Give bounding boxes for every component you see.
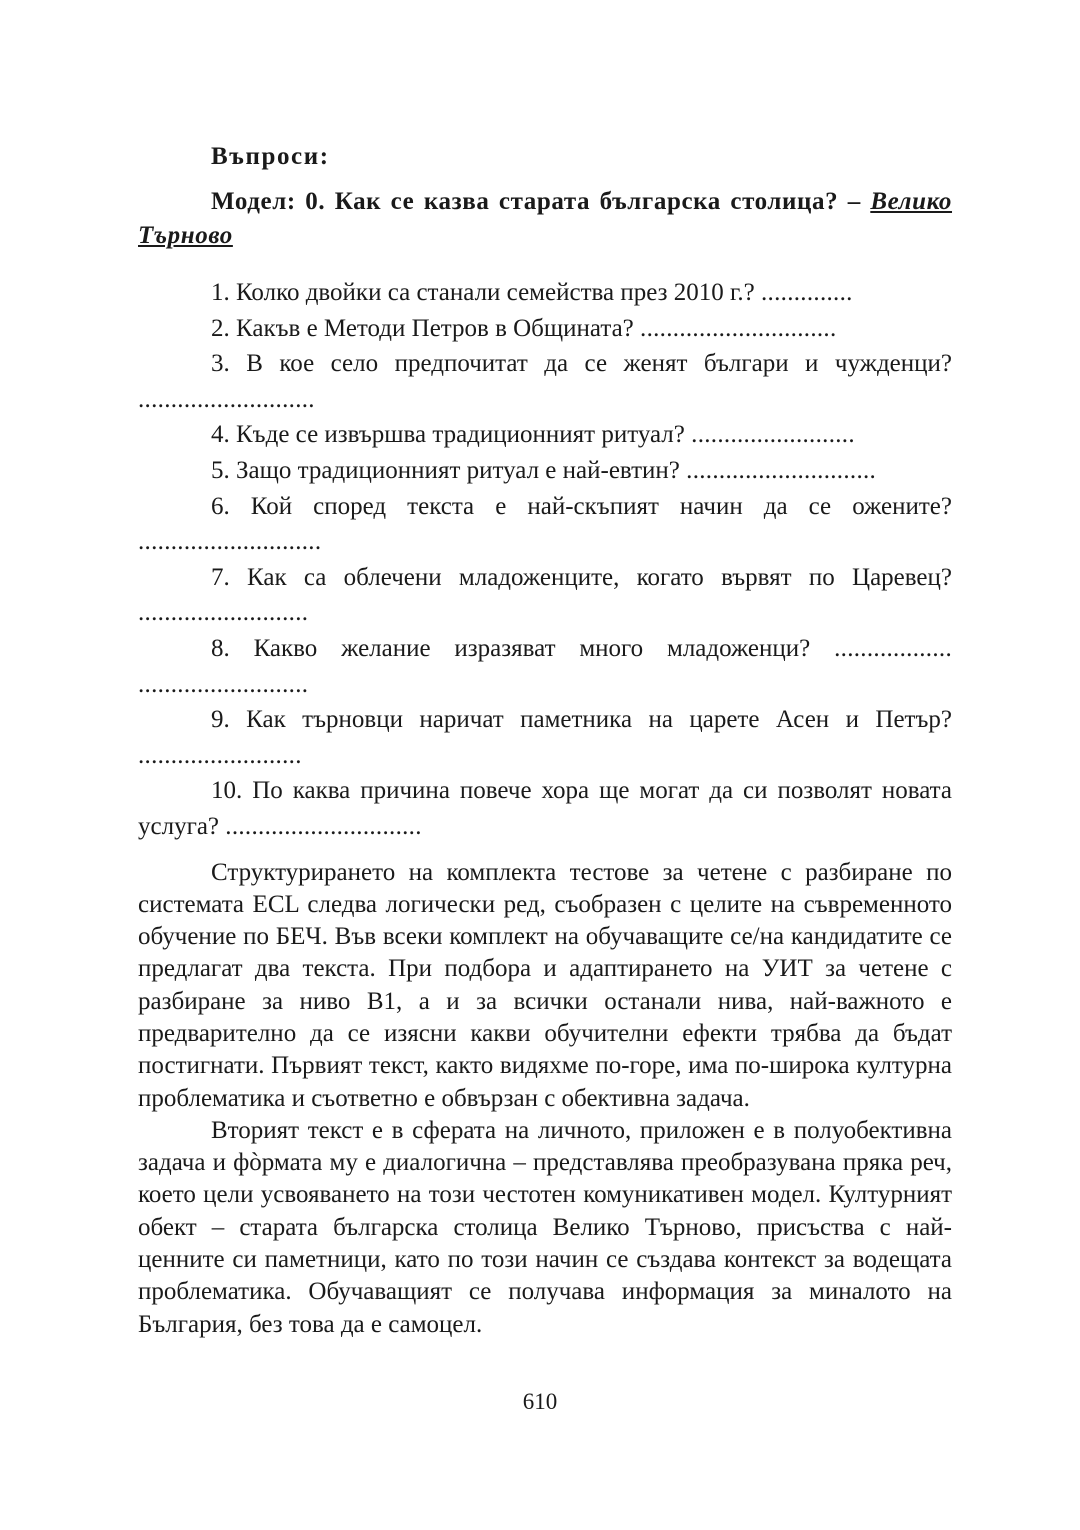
question-item [138, 560, 952, 631]
answer-blank: ........................... [138, 385, 315, 413]
paragraph: Структурирането на комплекта тестове за четене с разбиране по системата ECL следва логически ред, съобразен с целите на съвременното обучение по БЕЧ. Във всеки комплект на обучаващите се/на кандидатите се предлагат два текста. При подбора и адаптирането на УИТ за четене с разбиране за ниво В1, а и за всички останали нива, най-важното е предварително да се изясни какви обучителни ефекти трябва да бъдат постигнати. Първият текст, както видяхме по-горе, има по-широка културна проблематика и съответно е обвързан с обективна задача. [138, 858, 952, 1112]
question-text: 10. По каква причина повече хора ще могат да си позволят новата услуга? [138, 777, 952, 840]
body-text [138, 857, 952, 1341]
question-item [138, 346, 952, 417]
question-item [138, 773, 952, 844]
question-item [138, 631, 952, 702]
question-text: 6. Кой според текста е най-скъпият начин да се ожените? [211, 492, 952, 520]
answer-blank: ............................ [138, 528, 322, 556]
answer-blank: .............................. [640, 314, 837, 342]
question-text: 7. Как са облечени младоженците, когато вървят по Царевец? [211, 563, 952, 591]
question-item [138, 453, 952, 489]
question-text: 5. Защо традиционният ритуал е най-евтин? [211, 456, 680, 484]
section-heading: Въпроси: [211, 143, 330, 170]
question-text: 2. Какъв е Методи Петров в Общината? [211, 314, 634, 342]
answer-blank: .......................... [138, 599, 309, 627]
answer-blank: .............. [761, 279, 853, 306]
document-page [138, 140, 952, 1341]
answer-blank: .................. .......................... [138, 634, 953, 698]
question-text: 3. В кое село предпочитат да се женят българи и чужденци? [211, 350, 952, 378]
answer-blank: ......................... [691, 421, 855, 449]
question-list [138, 275, 952, 845]
model-answer: Велико Търново [138, 188, 953, 249]
question-item [138, 311, 952, 347]
model-prefix: Модел: 0. [211, 188, 326, 215]
question-item [138, 275, 952, 311]
answer-blank: ............................. [686, 456, 877, 484]
paragraph: Вторият текст е в сферата на личното, приложен е в полуобективна задача и фòрмата му е диалогична – представлява преобразувана пряка реч, което цели усвояването на този честотен комуникативен модел. Културният обект – старата българска столица Велико Търново, присъства с най-ценните си паметници, като по този начин се създава контекст за водещата проблематика. Обучаващият се получава информация за миналото на България, без това да е самоцел. [138, 1116, 952, 1338]
page-number: 610 [522, 1389, 558, 1414]
answer-blank: ......................... [138, 741, 302, 769]
question-text: 8. Какво желание изразяват много младоженци? [211, 634, 811, 662]
question-text: 4. Къде се извършва традиционният ритуал? [211, 421, 685, 449]
model-example [138, 185, 952, 253]
answer-blank: .............................. [225, 812, 422, 840]
question-item [138, 489, 952, 560]
question-item [138, 417, 952, 453]
question-text: 1. Колко двойки са станали семейства през 2010 г.? [211, 279, 755, 306]
question-item [138, 702, 952, 773]
model-question: Как се казва старата българска столица? – [334, 188, 861, 215]
question-text: 9. Как търновци наричат паметника на царете Асен и Петър? [211, 706, 952, 734]
